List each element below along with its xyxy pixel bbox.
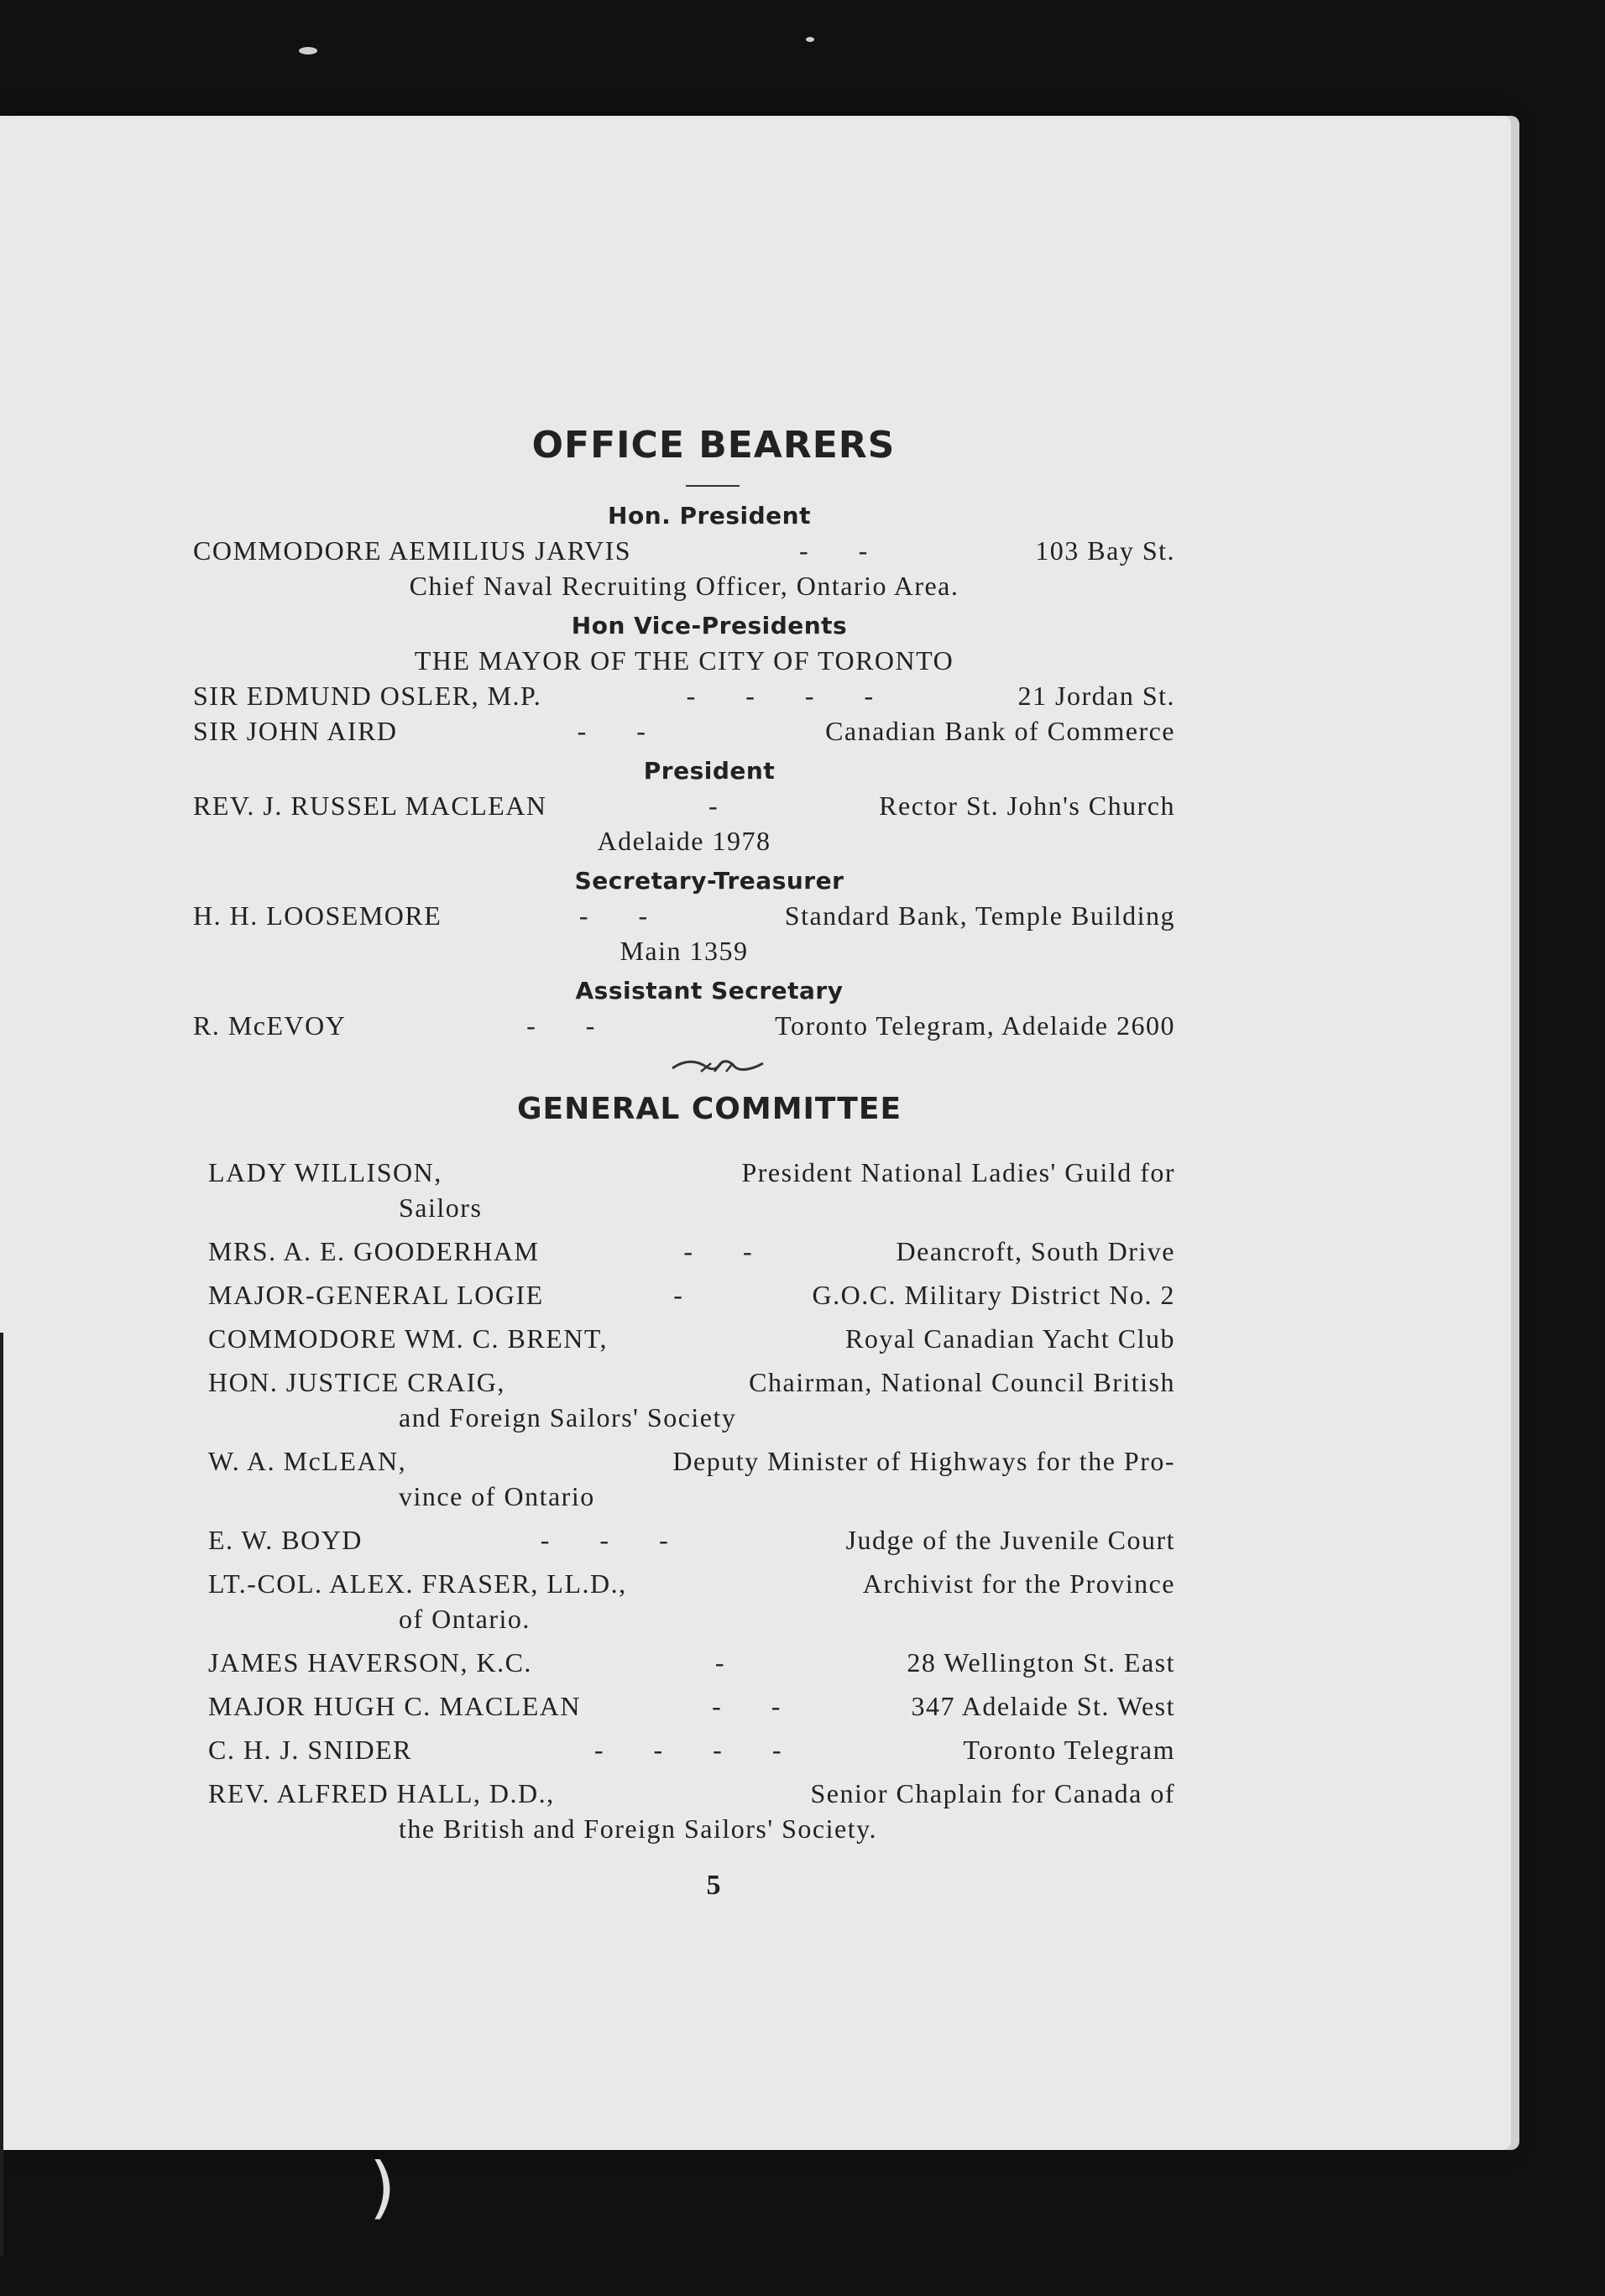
committee-entry	[193, 1155, 1175, 1225]
address: Rector St. John's Church	[879, 791, 1175, 821]
secretary-row	[193, 898, 1175, 933]
committee-entry	[193, 1645, 1175, 1680]
role-note: Chief Naval Recruiting Officer, Ontario Area.	[409, 571, 959, 601]
president-section	[193, 757, 1175, 858]
committee-entry	[193, 1522, 1175, 1558]
committee-entry	[193, 1443, 1175, 1514]
person-name: JAMES HAVERSON, K.C.	[208, 1647, 532, 1678]
committee-entry	[193, 1776, 1175, 1846]
address: 21 Jordan St.	[1017, 681, 1175, 711]
leader-dashes: - - -	[540, 1525, 690, 1555]
section-heading: Secretary-Treasurer	[574, 867, 844, 895]
leader-dashes: - - - -	[686, 681, 896, 711]
leader-dashes: - -	[578, 900, 670, 931]
leader-dashes: - -	[526, 1010, 617, 1041]
leader-dashes: -	[714, 1647, 746, 1678]
committee-entry	[193, 1365, 1175, 1435]
role: Deputy Minister of Highways for the Pro-	[672, 1446, 1175, 1476]
page-title: OFFICE BEARERS	[531, 424, 896, 467]
role: Chairman, National Council British	[749, 1367, 1175, 1397]
role: Archivist for the Province	[862, 1568, 1175, 1599]
person-name: HON. JUSTICE CRAIG,	[208, 1367, 505, 1397]
scan-artifact: )	[369, 2148, 396, 2226]
person-name: SIR JOHN AIRD	[193, 716, 398, 746]
person-name: C. H. J. SNIDER	[208, 1735, 412, 1765]
section-heading: President	[643, 757, 776, 785]
committee-entry	[193, 1277, 1175, 1312]
phone-line: Main 1359	[620, 936, 749, 966]
person-name: REV. J. RUSSEL MACLEAN	[193, 791, 547, 821]
dust-speck	[806, 37, 814, 42]
person-name: COMMODORE AEMILIUS JARVIS	[193, 535, 632, 566]
person-name: W. A. McLEAN,	[208, 1446, 407, 1476]
vice-president-row	[193, 678, 1175, 713]
person-name: COMMODORE WM. C. BRENT,	[208, 1323, 609, 1354]
role: Senior Chaplain for Canada of	[810, 1778, 1175, 1808]
general-committee-section	[193, 1092, 1175, 1846]
role: President National Ladies' Guild for	[741, 1157, 1175, 1187]
page-number: 5	[706, 1870, 721, 1901]
role-continuation: and Foreign Sailors' Society	[399, 1402, 737, 1432]
leader-dashes: - -	[712, 1691, 802, 1721]
person-name: MAJOR HUGH C. MACLEAN	[208, 1691, 581, 1721]
dust-speck	[299, 47, 317, 55]
person-name: E. W. BOYD	[208, 1525, 363, 1555]
person-name: LT.-COL. ALEX. FRASER, LL.D.,	[208, 1568, 627, 1599]
committee-entry	[193, 1566, 1175, 1636]
leader-dashes: - -	[799, 535, 890, 566]
role: G.O.C. Military District No. 2	[812, 1280, 1175, 1310]
title-rule	[686, 485, 740, 487]
address: 347 Adelaide St. West	[911, 1691, 1175, 1721]
section-heading: Hon. President	[608, 502, 811, 530]
address: 103 Bay St.	[1035, 535, 1175, 566]
phone-line: Adelaide 1978	[597, 826, 771, 856]
person-name: MRS. A. E. GOODERHAM	[208, 1236, 540, 1266]
address: 28 Wellington St. East	[907, 1647, 1175, 1678]
role-continuation: of Ontario.	[399, 1604, 531, 1634]
hon-president-section	[193, 502, 1175, 603]
mayor-line: THE MAYOR OF THE CITY OF TORONTO	[414, 645, 954, 676]
leader-dashes: -	[708, 791, 740, 821]
section-heading: Hon Vice-Presidents	[571, 612, 848, 639]
committee-title: GENERAL COMMITTEE	[516, 1092, 902, 1126]
section-heading: Assistant Secretary	[575, 977, 844, 1004]
address: Standard Bank, Temple Building	[784, 900, 1175, 931]
assistant-secretary-section	[193, 977, 1175, 1043]
person-name: REV. ALFRED HALL, D.D.,	[208, 1778, 555, 1808]
ornament-icon	[667, 1057, 768, 1077]
secretary-treasurer-section	[193, 867, 1175, 968]
address: Canadian Bank of Commerce	[825, 716, 1175, 746]
address: Deancroft, South Drive	[896, 1236, 1175, 1266]
leader-dashes: - -	[577, 716, 667, 746]
role-continuation: vince of Ontario	[399, 1481, 595, 1511]
person-name: H. H. LOOSEMORE	[193, 900, 442, 931]
committee-entry	[193, 1732, 1175, 1767]
person-name: MAJOR-GENERAL LOGIE	[208, 1280, 544, 1310]
address: Toronto Telegram, Adelaide 2600	[775, 1010, 1175, 1041]
page-content	[193, 424, 1175, 1902]
vice-presidents-section	[193, 612, 1175, 749]
committee-entry	[193, 1321, 1175, 1356]
address: Toronto Telegram	[963, 1735, 1175, 1765]
president-row	[193, 788, 1175, 823]
person-name: R. McEVOY	[193, 1010, 347, 1041]
page-edge-rule	[0, 1333, 3, 2256]
assistant-secretary-row	[193, 1008, 1175, 1043]
vice-president-row	[193, 713, 1175, 749]
hon-president-row	[193, 533, 1175, 568]
committee-entry	[193, 1234, 1175, 1269]
leader-dashes: - - - -	[593, 1735, 803, 1765]
role-continuation: the British and Foreign Sailors' Society.	[399, 1813, 878, 1844]
leader-dashes: - -	[683, 1236, 774, 1266]
role: Royal Canadian Yacht Club	[844, 1323, 1175, 1354]
person-name: SIR EDMUND OSLER, M.P.	[193, 681, 542, 711]
role-continuation: Sailors	[399, 1192, 483, 1223]
person-name: LADY WILLISON,	[208, 1157, 442, 1187]
committee-entry	[193, 1688, 1175, 1724]
role: Judge of the Juvenile Court	[845, 1525, 1175, 1555]
leader-dashes: -	[673, 1280, 704, 1310]
